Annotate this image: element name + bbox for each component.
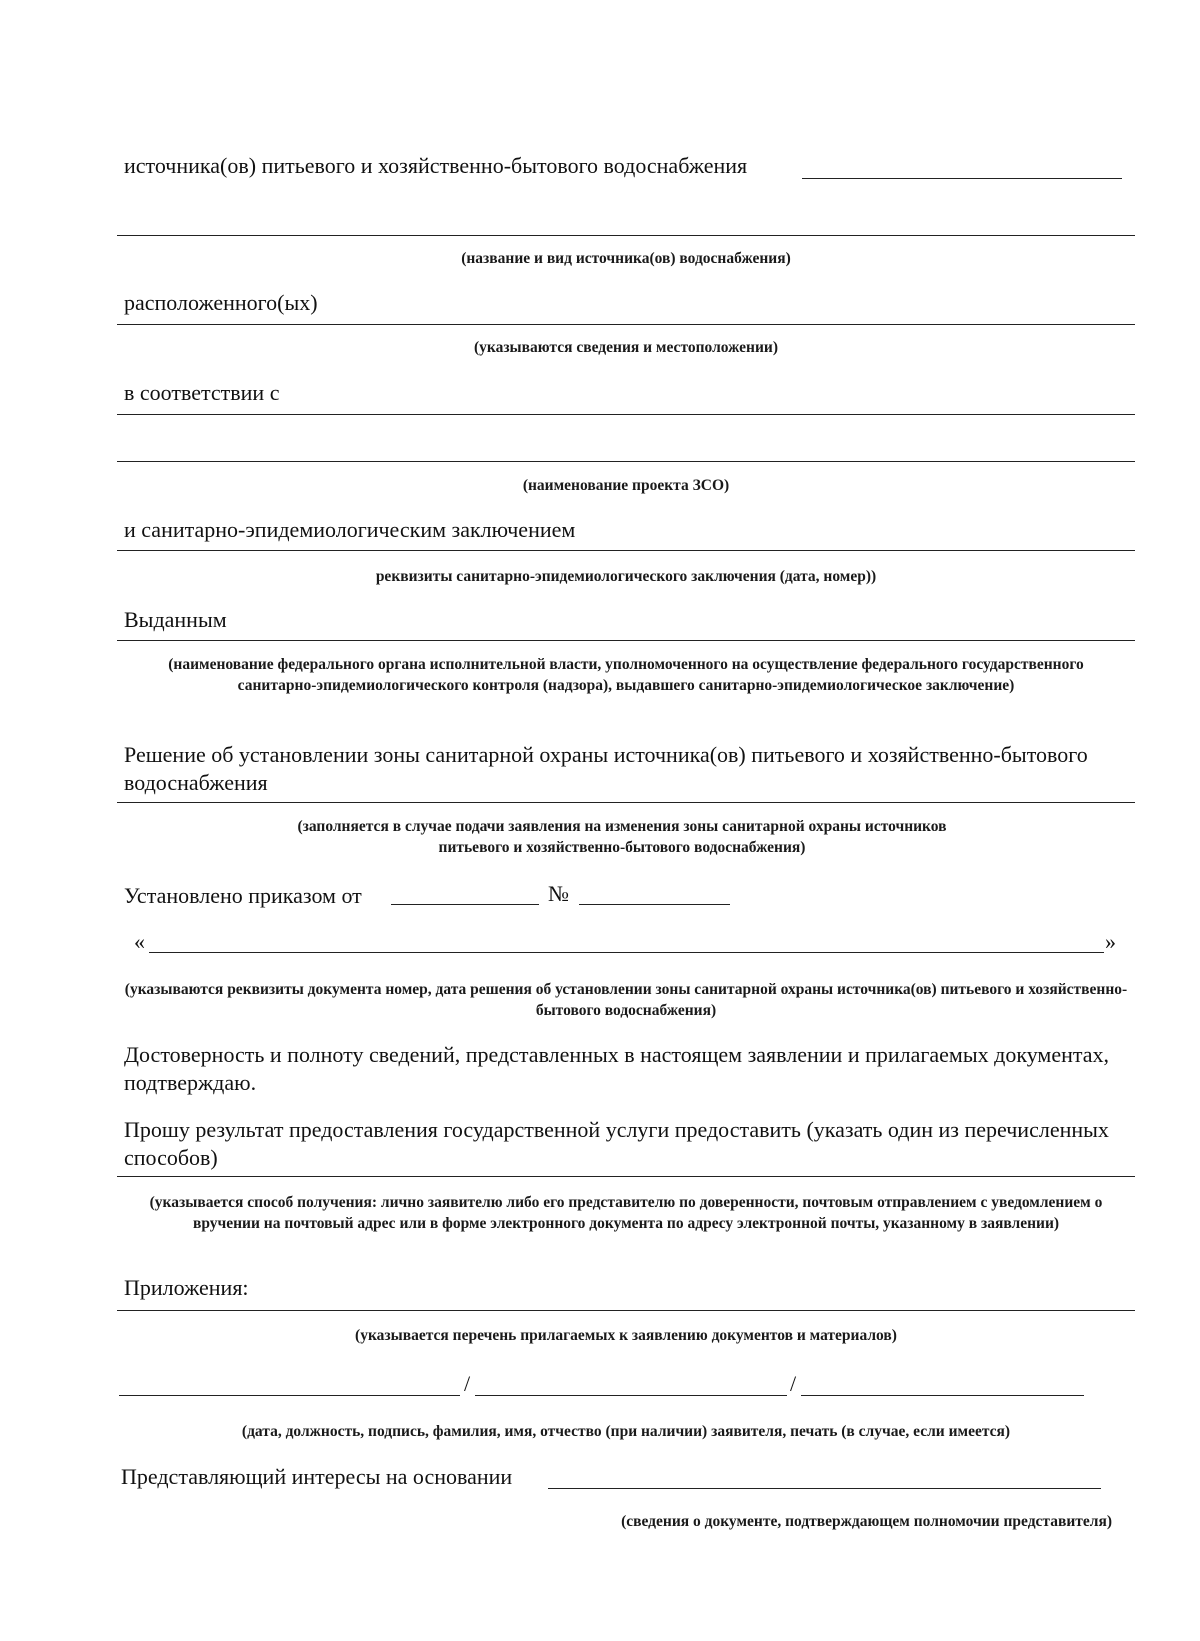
order-number-field[interactable]: [579, 904, 730, 905]
number-sign: №: [548, 881, 569, 906]
signature-caption: (дата, должность, подпись, фамилия, имя, отчество (при наличии) заявителя, печать (в случае, если имеется): [241, 1423, 1011, 1440]
quote-close: »: [1105, 929, 1116, 954]
result-caption: (указывается способ получения: лично заявителю либо его представителю по доверенности, почтовым отправлением с уведомлением о вручении на почтовый адрес или в форме электронного документа по адресу электронной почты, указанному в заявлении): [149, 1194, 1103, 1232]
located-caption: (указываются сведения и местоположении): [473, 339, 779, 356]
result-text: Прошу результат предоставления государственной услуги предоставить (указать один из перечисленных способов): [124, 1117, 1109, 1170]
conclusion-caption: реквизиты санитарно-эпидемиологического заключения (дата, номер)): [375, 568, 877, 585]
conclusion-label: и санитарно-эпидемиологическим заключением: [124, 517, 576, 542]
decision-caption: (заполняется в случае подачи заявления на изменения зоны санитарной охраны источников питьевого и хозяйственно-бытового водоснабжения): [297, 818, 947, 856]
conclusion-field[interactable]: [117, 550, 1135, 551]
representative-label: Представляющий интересы на основании: [121, 1464, 513, 1489]
source-label: источника(ов) питьевого и хозяйственно-бытового водоснабжения: [124, 153, 748, 178]
source-caption: (название и вид источника(ов) водоснабжения): [461, 250, 791, 267]
location-field[interactable]: [117, 324, 1135, 325]
confirm-text: Достоверность и полноту сведений, представленных в настоящем заявлении и прилагаемых документах, подтверждаю.: [124, 1042, 1110, 1095]
representative-basis-field[interactable]: [548, 1488, 1101, 1489]
quote-open: «: [134, 929, 145, 954]
order-caption: (указываются реквизиты документа номер, дата решения об установлении зоны санитарной охраны источника(ов) питьевого и хозяйственно-бытового водоснабжения): [124, 981, 1128, 1019]
order-label: Установлено приказом от: [124, 883, 362, 908]
signature-date-field[interactable]: [119, 1395, 460, 1396]
issued-label: Выданным: [124, 607, 227, 632]
decision-field[interactable]: [117, 802, 1135, 803]
project-field-line-2[interactable]: [117, 461, 1135, 462]
attachments-label: Приложения:: [124, 1275, 249, 1300]
project-field-line-1[interactable]: [117, 414, 1135, 415]
source-name-field[interactable]: [802, 178, 1122, 179]
slash-1: /: [464, 1371, 471, 1396]
attachments-field[interactable]: [117, 1310, 1135, 1311]
located-label: расположенного(ых): [124, 290, 318, 315]
source-type-field[interactable]: [117, 235, 1135, 236]
project-caption: (наименование проекта ЗСО): [522, 477, 730, 494]
signature-position-field[interactable]: [475, 1395, 787, 1396]
decision-label: Решение об установлении зоны санитарной охраны источника(ов) питьевого и хозяйственно-бытового водоснабжения: [124, 742, 1088, 795]
issued-caption: (наименование федерального органа исполнительной власти, уполномоченного на осуществление федерального государственного санитарно-эпидемиологического контроля (надзора), выдавшего санитарно-эпидемиологическое заключение): [168, 656, 1084, 694]
order-date-field[interactable]: [391, 904, 539, 905]
attachments-caption: (указывается перечень прилагаемых к заявлению документов и материалов): [355, 1327, 897, 1344]
order-requisites-field[interactable]: [149, 952, 1104, 953]
accordance-label: в соответствии с: [124, 380, 280, 405]
representative-caption: (сведения о документе, подтверждающем полномочии представителя): [621, 1513, 1112, 1530]
signature-name-field[interactable]: [801, 1395, 1084, 1396]
issued-field[interactable]: [117, 640, 1135, 641]
slash-2: /: [790, 1371, 797, 1396]
result-method-field[interactable]: [117, 1176, 1135, 1177]
